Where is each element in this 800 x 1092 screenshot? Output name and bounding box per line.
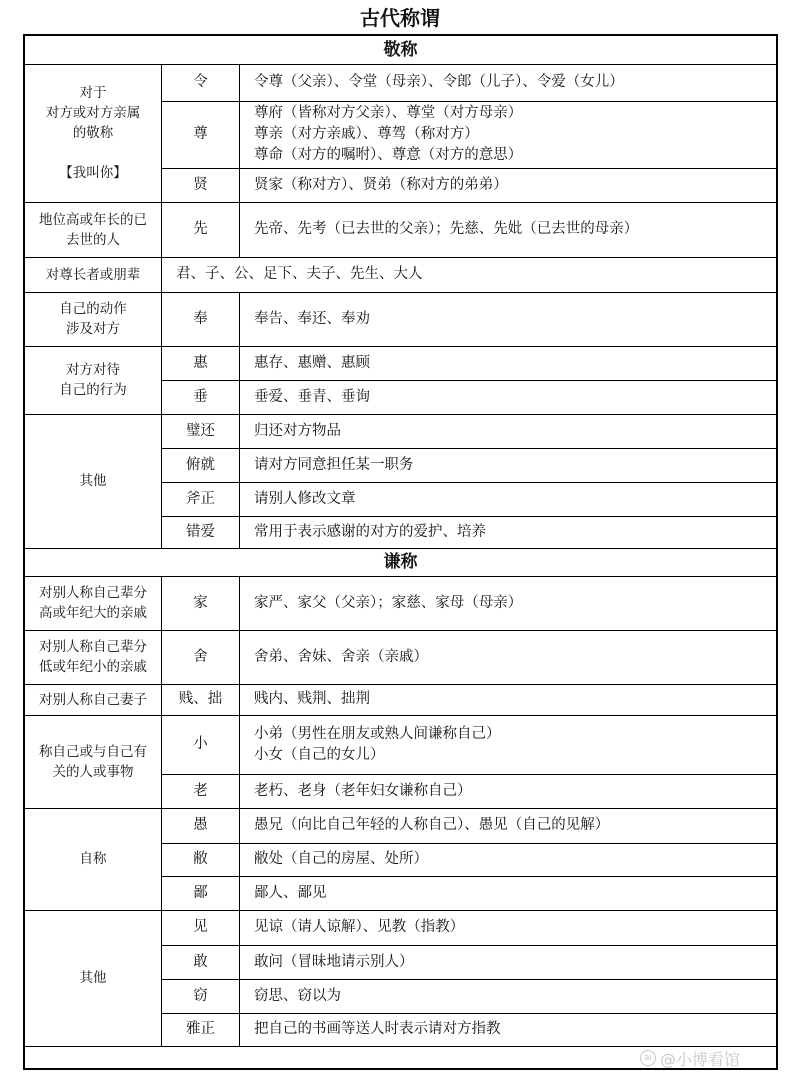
term-key: 奉 <box>162 292 240 346</box>
term-key: 先 <box>162 202 240 257</box>
term-examples: 敝处（自己的房屋、处所） <box>254 851 428 867</box>
term-key: 窃 <box>162 979 240 1013</box>
term-examples: 惠存、惠赠、惠顾 <box>254 354 370 371</box>
term-key: 俯就 <box>162 448 240 482</box>
term-key: 老 <box>162 774 240 808</box>
term-examples: 敢问（冒昧地请示别人） <box>254 953 414 970</box>
term-examples: 家严、家父（父亲）；家慈、家母（母亲） <box>254 594 523 611</box>
term-key: 贤 <box>162 168 240 202</box>
term-examples: 请对方同意担任某一职务 <box>254 456 414 473</box>
term-examples: 贤家（称对方）、贤弟（称对方的弟弟） <box>254 176 508 193</box>
term-key: 贱、拙 <box>162 684 240 715</box>
term-examples: 窃思、窃以为 <box>254 987 341 1004</box>
category-cell: 其他 <box>25 910 162 1046</box>
category-cell: 对别人称自己辈分 高或年纪大的亲戚 <box>25 576 162 630</box>
section-title: 谦称 <box>25 548 776 577</box>
category-cell: 自称 <box>25 808 162 910</box>
category-cell: 对方对待 自己的行为 <box>25 346 162 414</box>
category-cell: 自己的动作 涉及对方 <box>25 292 162 346</box>
category-cell: 地位高或年长的已 去世的人 <box>25 202 162 257</box>
page-title: 古代称谓 <box>360 6 440 30</box>
category-cell: 其他 <box>25 414 162 548</box>
term-key: 小 <box>162 715 240 774</box>
term-examples: 小弟（男性在朋友或熟人间谦称自己） 小女（自己的女儿） <box>254 725 501 763</box>
term-key: 令 <box>162 64 240 101</box>
term-examples: 老朽、老身（老年妇女谦称自己） <box>254 782 472 799</box>
term-examples: 把自己的书画等送人时表示请对方指教 <box>254 1021 501 1037</box>
term-examples: 常用于表示感谢的对方的爱护、培养 <box>254 523 486 540</box>
term-examples: 君、子、公、足下、夫子、先生、大人 <box>176 266 423 282</box>
term-key: 家 <box>162 576 240 630</box>
category-cell: 对尊长者或朋辈 <box>25 257 162 292</box>
term-examples: 令尊（父亲）、令堂（母亲）、令郎（儿子）、令爱（女儿） <box>254 74 624 90</box>
term-key: 愚 <box>162 808 240 843</box>
watermark-text: @小博看馆 <box>660 1049 741 1069</box>
term-key: 鄙 <box>162 876 240 910</box>
term-key: 见 <box>162 910 240 945</box>
section-title: 敬称 <box>25 36 776 65</box>
term-examples: 奉告、奉还、奉劝 <box>254 310 370 327</box>
term-examples: 鄙人、鄙见 <box>254 884 327 901</box>
category-cell: 对别人称自己辈分 低或年纪小的亲戚 <box>25 630 162 684</box>
term-examples: 先帝、先考（已去世的父亲）；先慈、先妣（已去世的母亲） <box>254 221 639 237</box>
term-examples: 贱内、贱荆、拙荆 <box>254 691 370 707</box>
term-key: 尊 <box>162 101 240 168</box>
term-key: 舍 <box>162 630 240 684</box>
term-examples: 归还对方物品 <box>254 422 341 439</box>
term-examples: 愚兄（向比自己年轻的人称自己）、愚见（自己的见解） <box>254 817 610 833</box>
term-key: 敢 <box>162 945 240 979</box>
title-table <box>23 34 778 1070</box>
term-examples: 垂爱、垂青、垂询 <box>254 388 370 405</box>
term-key: 错爱 <box>162 516 240 548</box>
category-cell: 对于 对方或对方亲属 的敬称 【我叫你】 <box>25 64 162 202</box>
term-key: 敝 <box>162 843 240 876</box>
term-examples: 尊府（皆称对方父亲）、尊堂（对方母亲） 尊亲（对方亲戚）、尊驾（称对方） 尊命（对方的嘱咐）、尊意（对方的意思） <box>254 105 523 163</box>
category-cell: 对别人称自己妻子 <box>25 684 162 715</box>
term-examples: 舍弟、舍妹、舍亲（亲戚） <box>254 648 428 665</box>
term-key: 璧还 <box>162 414 240 448</box>
term-key: 雅正 <box>162 1013 240 1046</box>
category-cell: 称自己或与自己有 关的人或事物 <box>25 715 162 808</box>
term-key: 垂 <box>162 380 240 414</box>
watermark <box>640 1046 740 1070</box>
term-key: 惠 <box>162 346 240 380</box>
term-examples: 请别人修改文章 <box>254 490 356 507</box>
ai-badge-icon: ai <box>640 1050 656 1066</box>
term-key: 斧正 <box>162 482 240 516</box>
term-examples: 见谅（请人谅解）、见教（指教） <box>254 919 465 935</box>
